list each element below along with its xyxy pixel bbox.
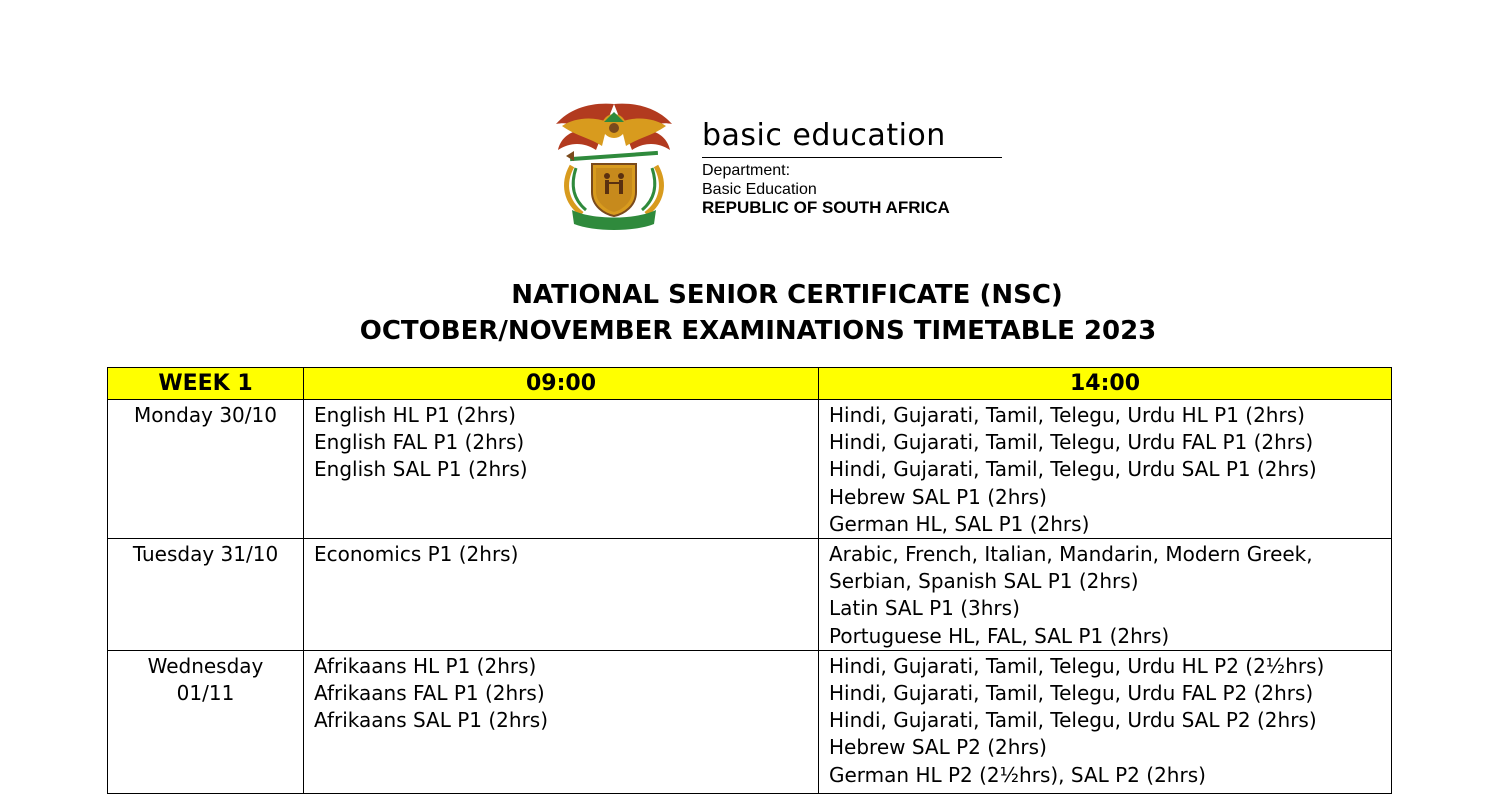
table-header-row xyxy=(108,368,1392,400)
morning-session-cell xyxy=(304,539,819,651)
day-label: Wednesday xyxy=(147,653,264,678)
day-label: Monday 30/10 xyxy=(134,403,277,427)
day-cell xyxy=(108,400,304,539)
brand-country: REPUBLIC OF SOUTH AFRICA xyxy=(702,198,950,217)
brand-department-name: Basic Education xyxy=(702,181,817,198)
document-title-line2: OCTOBER/NOVEMBER EXAMINATIONS TIMETABLE 2023 xyxy=(359,316,1157,346)
brand-divider xyxy=(702,157,1002,158)
day-cell xyxy=(108,539,304,651)
day-date: 01/11 xyxy=(176,681,235,706)
exam-entry: Hindi, Gujarati, Tamil, Telegu, Urdu FAL P1 (2hrs) xyxy=(829,430,1314,455)
brand-department-label: Department: xyxy=(702,162,791,179)
exam-entry: German HL P2 (2½hrs), SAL P2 (2hrs) xyxy=(829,762,1206,787)
exam-entry: Arabic, French, Italian, Mandarin, Modern Greek, xyxy=(829,542,1313,567)
exam-entry: Afrikaans FAL P1 (2hrs) xyxy=(314,681,545,706)
morning-session-cell xyxy=(304,650,819,793)
column-header-afternoon-session: 14:00 xyxy=(819,368,1392,400)
exam-entry: Hindi, Gujarati, Tamil, Telegu, Urdu HL P1 (2hrs) xyxy=(829,403,1305,427)
exam-entry: Hebrew SAL P2 (2hrs) xyxy=(829,735,1047,760)
exam-entry: Hindi, Gujarati, Tamil, Telegu, Urdu HL P2 (2½hrs) xyxy=(829,653,1325,678)
table-row xyxy=(108,539,1392,651)
exam-entry: English FAL P1 (2hrs) xyxy=(314,430,525,455)
exam-entry: Portuguese HL, FAL, SAL P1 (2hrs) xyxy=(829,623,1170,648)
department-logo xyxy=(552,96,1012,230)
exam-entry: Afrikaans HL P1 (2hrs) xyxy=(314,653,537,678)
afternoon-session-cell xyxy=(819,650,1392,793)
exam-entry: Economics P1 (2hrs) xyxy=(314,542,519,567)
column-header-morning-session: 09:00 xyxy=(304,368,819,400)
exam-entry: English SAL P1 (2hrs) xyxy=(314,457,528,482)
morning-session-cell xyxy=(304,400,819,539)
brand-title: basic education xyxy=(702,118,946,153)
day-label: Tuesday 31/10 xyxy=(132,542,279,567)
afternoon-session-cell xyxy=(819,539,1392,651)
exam-entry: Hindi, Gujarati, Tamil, Telegu, Urdu FAL P2 (2hrs) xyxy=(829,681,1314,706)
table-row xyxy=(108,650,1392,793)
day-cell xyxy=(108,650,304,793)
exam-entry: Serbian, Spanish SAL P1 (2hrs) xyxy=(829,569,1139,594)
coat-of-arms-icon xyxy=(552,96,676,230)
exam-entry: Hebrew SAL P1 (2hrs) xyxy=(829,484,1047,509)
afternoon-session-cell xyxy=(819,400,1392,539)
column-header-week: WEEK 1 xyxy=(108,368,304,400)
exam-entry: Hindi, Gujarati, Tamil, Telegu, Urdu SAL P2 (2hrs) xyxy=(829,708,1317,733)
exam-entry: Afrikaans SAL P1 (2hrs) xyxy=(314,708,549,733)
document-title-line1: NATIONAL SENIOR CERTIFICATE (NSC) xyxy=(511,280,1063,310)
exam-entry: Latin SAL P1 (3hrs) xyxy=(829,596,1020,621)
exam-timetable xyxy=(107,367,1392,794)
exam-entry: Hindi, Gujarati, Tamil, Telegu, Urdu SAL P1 (2hrs) xyxy=(829,457,1317,482)
exam-entry: German HL, SAL P1 (2hrs) xyxy=(829,511,1090,536)
exam-entry: English HL P1 (2hrs) xyxy=(314,403,516,427)
table-row xyxy=(108,400,1392,539)
